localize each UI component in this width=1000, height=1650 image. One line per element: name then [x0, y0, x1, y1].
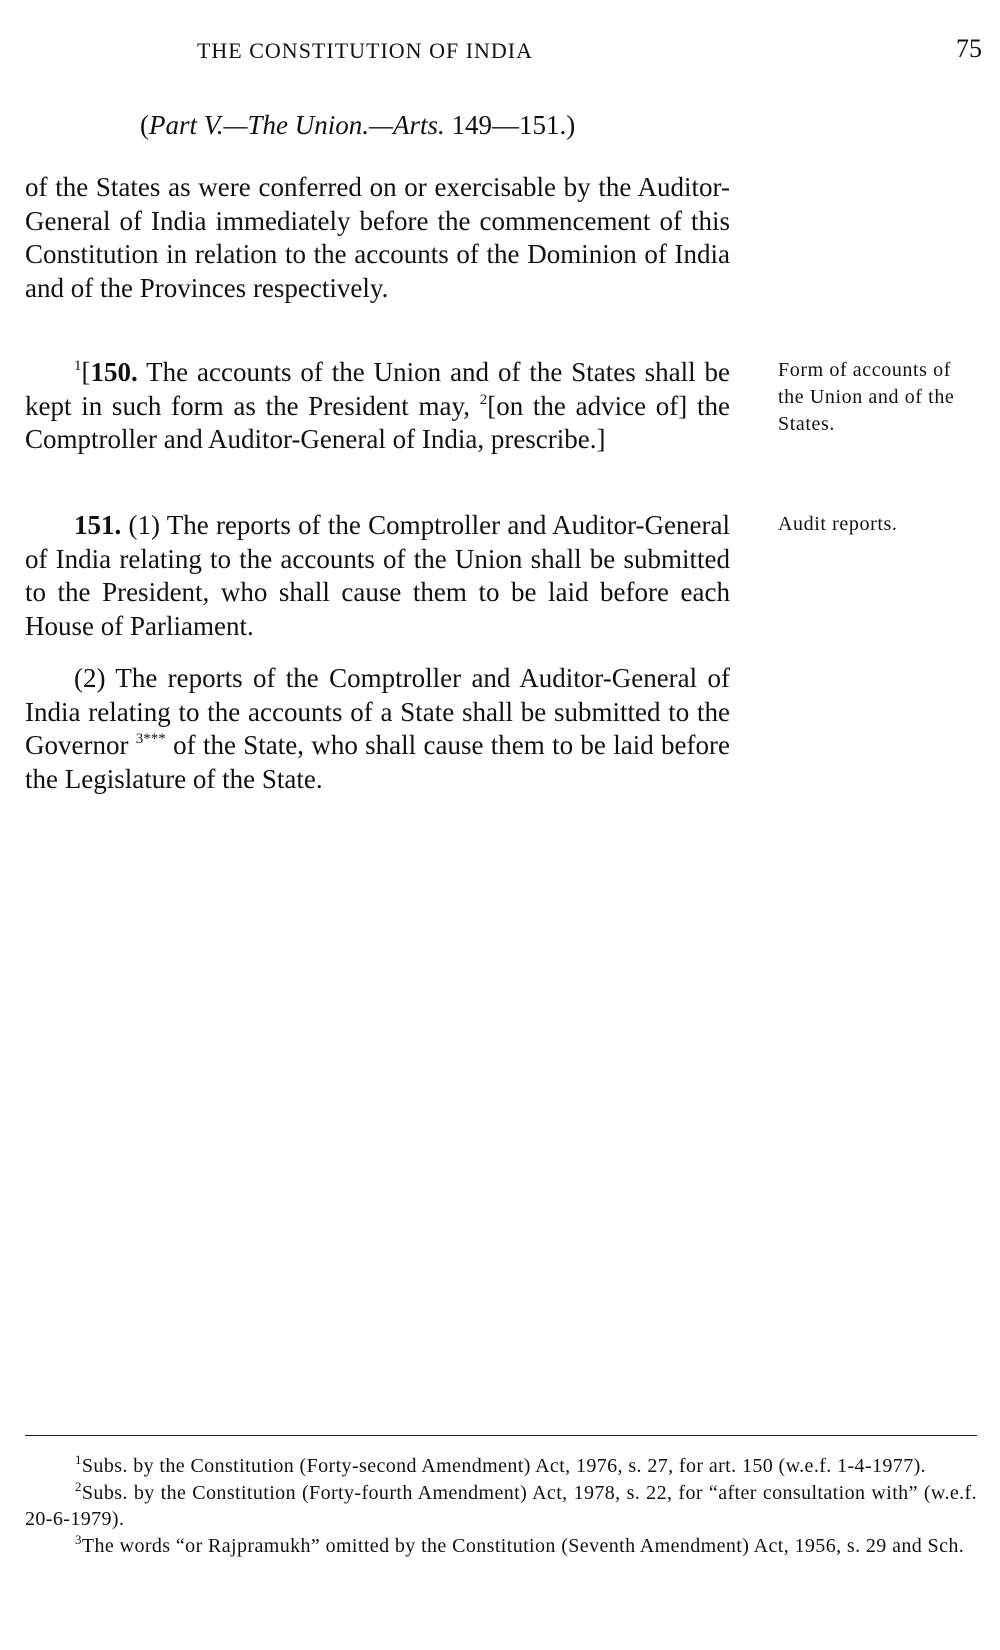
- part-heading-open: (: [140, 110, 149, 140]
- footnote-2: [25, 1480, 977, 1533]
- article-150-number: 150.: [90, 357, 138, 387]
- footnote-2-text: Subs. by the Constitution (Forty-fourth Amendment) Act, 1978, s. 22, for “after consultation with” (w.e.f. 20-6-1979).: [25, 1481, 977, 1530]
- footnote-1-text: Subs. by the Constitution (Forty-second Amendment) Act, 1976, s. 27, for art. 150 (w.e.f. 1-4-1977).: [81, 1455, 927, 1477]
- article-151-clause-1: [25, 509, 730, 643]
- bracket-open: [: [81, 357, 91, 387]
- footnote-ref-3-number: 3: [135, 731, 144, 747]
- article-151-clause-2: [25, 662, 730, 796]
- footnote-ref-2: 2: [479, 391, 488, 408]
- footnote-1-mark: 1: [75, 1452, 82, 1467]
- footnote-1: [25, 1453, 977, 1480]
- article-150: [25, 356, 730, 457]
- footnotes: [25, 1453, 977, 1559]
- article-151-1-text: [25, 509, 730, 643]
- continuation-paragraph: [25, 171, 730, 305]
- running-head: THE CONSTITUTION OF INDIA: [196, 38, 534, 63]
- article-151-2-body-2: of the State, who shall cause them to be laid before the Legislature of the State.: [25, 730, 730, 794]
- footnote-3-text: The words “or Rajpramukh” omitted by the Constitution (Seventh Amendment) Act, 1956, s. 29 and Sch.: [81, 1534, 965, 1557]
- marginal-note-art-150: Form of accounts of the Union and of the States.: [778, 359, 955, 435]
- footnote-divider: [25, 1435, 977, 1436]
- part-heading: [140, 110, 575, 141]
- article-150-text: [25, 356, 730, 457]
- article-151-2-body-1: (2) The reports of the Comptroller and Auditor-General of India relating to the accounts of a State shall be submitted to the Governor: [25, 663, 730, 760]
- article-150-body-1: The accounts of the Union and of the States shall be kept in such form as the President may,: [25, 357, 730, 421]
- footnote-2-mark: 2: [75, 1478, 82, 1494]
- article-151-number: 151.: [74, 510, 122, 540]
- footnote-3-mark: 3: [75, 1531, 82, 1547]
- marginal-note-art-151: Audit reports.: [778, 513, 898, 535]
- continuation-text: of the States as were conferred on or exercisable by the Auditor-General of India immediately before the commencement of this Constitution in relation to the accounts of the Dominion of India and of the Provinces respectively.: [25, 172, 730, 303]
- article-151-1-body: (1) The reports of the Comptroller and Auditor-General of India relating to the accounts of the Union shall be submitted to the President, who shall cause them to be laid before each House of Parliament.: [25, 510, 730, 641]
- article-150-body-2: [on the advice of] the Comptroller and Auditor-General of India, prescribe.]: [25, 390, 730, 454]
- footnote-3: [25, 1533, 977, 1560]
- footnote-ref-1: 1: [74, 358, 82, 374]
- part-heading-title: Part V.—The Union.—Arts.: [149, 110, 445, 140]
- footnote-ref-3: [136, 731, 166, 747]
- omission-mark: ***: [143, 731, 166, 747]
- part-heading-range: 149—151.): [444, 110, 576, 140]
- page-number: 75: [956, 34, 982, 63]
- article-151-2-text: [25, 662, 730, 796]
